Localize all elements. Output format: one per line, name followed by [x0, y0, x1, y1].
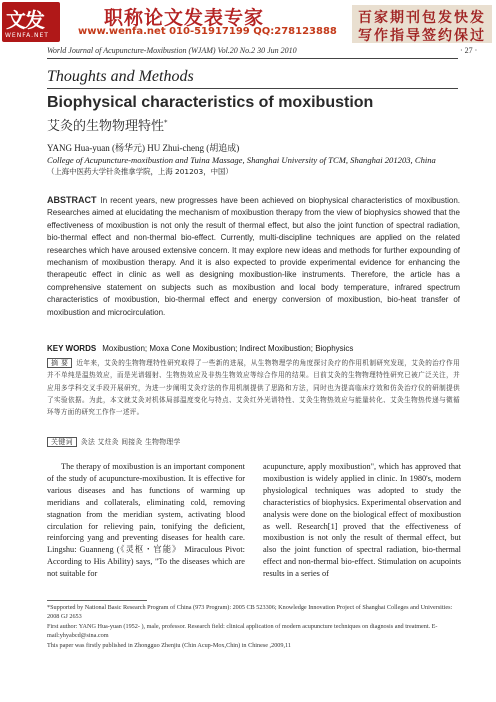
- keywords: [47, 343, 460, 355]
- abstract-zh-label: 摘 要: [47, 358, 72, 368]
- slogan-line-1: 百家期刊包发快发: [358, 10, 486, 26]
- footnotes: [47, 603, 462, 651]
- abstract-zh: [47, 357, 460, 418]
- keywords-text: Moxibustion; Moxa Cone Moxibustion; Indirect Moxibustion; Biophysics: [102, 344, 354, 353]
- body-paragraph: The therapy of moxibustion is an important component of the study of acupuncture-moxibustion. It is effective for various diseases and has functions of warming up meridians and collaterals, eliminating cold, removing stagnation from the meridian system, activating blood circulation for relieving pain, tonifying the deficient, reinforcing yang and preventing diseases for health care. Lingshu: Guanneng (《灵枢・官能》 Miraculous Pivot: According to His Ability) says, "To the diseases which are not suitable for: [47, 462, 245, 579]
- abstract-text: In recent years, new progresses have been achieved on biophysical characteristics of moxibustion. Researches aimed at elucidating the mechanism of moxibustion therapy from the view of biophysics showed that the effectiveness of moxibustion is not only the result of thermal effect, but also the joint function of spectral radiation, bio-thermal effect and non-thermal bio-effect. Currently, multi-discipline techniques are applied on the related researches which have aroused extensive concern. It may explore new ideas and methods for further expounding of mechanism of moxibustion therapy. And it is also expected to provide experimental evidence for enhancing the therapeutic effect in clinic as well as designing moxibustion-like instruments. Therefore, the article has a comprehensive statement on subjects such as moxibustion and local body temperature, infrared spectrum characteristics of moxibustion, bio-thermal effect and energy conversion of moxibustion, bio-heat transfer of moxibustion and microcirculation.: [47, 196, 460, 317]
- keywords-label: KEY WORDS: [47, 344, 97, 353]
- body-column-left: [47, 461, 245, 580]
- footnote-source: This paper was firstly published in Zhongguo Zhenjiu (Chin Acup-Mox,Chin) in Chinese ,2009,11: [47, 642, 291, 649]
- abstract: [47, 194, 460, 319]
- keywords-zh: [47, 436, 460, 447]
- keywords-zh-text: 灸法 艾炷灸 间接灸 生物物理学: [80, 438, 181, 446]
- site-logo[interactable]: [2, 2, 60, 42]
- article-title-zh: [47, 115, 168, 134]
- section-heading: Thoughts and Methods: [47, 68, 194, 85]
- article-title-en: Biophysical characteristics of moxibustion: [47, 94, 374, 111]
- header-banner: [0, 0, 496, 46]
- logo-subtext: WENFA.NET: [5, 32, 49, 39]
- abstract-label: ABSTRACT: [47, 195, 97, 205]
- footnote-funding: *Supported by National Basic Research Program of China (973 Program): 2005 CB 523306; Knowledge Innovation Project of Shanghai Colleges and Universities: 2008 GJ 2653: [47, 604, 453, 620]
- body-paragraph: acupuncture, apply moxibustion", which has approved that moxibustion is widely applied in clinic. In 1980's, modern physiological techniques was adopted to study the characteristics of biophysics. Experimental observation and analysis were done on the biological effect of moxibustion as well. Research[1] proved that the effectiveness of moxibustion is not only the result of thermal effect, but also the joint function of spectral radiation, bio-thermal effect and non-thermal bio-effect. Stimulation on acupoints results in a series of: [263, 462, 461, 579]
- affiliation: [47, 154, 462, 178]
- section-rule: [47, 88, 458, 89]
- body-column-right: [263, 461, 461, 580]
- logo-text: 文发: [6, 8, 44, 32]
- slogan-line-2: 写作指导签约保过: [358, 28, 486, 44]
- abstract-zh-text: 近年来，艾灸的生物物理特性研究取得了一些新的进展，从生物物理学的角度探讨灸疗的作用机制研究发现，艾灸的治疗作用并不单纯是温热效应，而是光谱辐射、生物热效应及非热生物效应等综合作用的结果。目前艾灸的生物物理特性研究已被广泛关注，并应用多学科交叉手段开展研究，为进一步阐明艾灸疗法的作用机制提供了思路和方法，同时也为提高临床疗效和仿灸治疗仪的研制提供了实验依据。为此，本文就艾灸对机体局部温度变化与特点、艾灸红外光谱特性、艾灸生物热效应与能量转化、艾灸生物热传递与微循环等方面的研究工作作一述评。: [47, 359, 460, 417]
- header-rule: [47, 58, 458, 59]
- authors: YANG Hua-yuan (杨华元) HU Zhui-cheng (胡追成): [47, 143, 240, 153]
- page-number: · 27 ·: [460, 46, 478, 55]
- keywords-zh-label: 关键词: [47, 437, 77, 447]
- affiliation-en: College of Acupuncture-moxibustion and Tuina Massage, Shanghai University of TCM, Shanghai 201203, China: [47, 155, 436, 165]
- title-footnote-mark: *: [164, 118, 168, 127]
- banner-slogan-box: [352, 5, 492, 43]
- affiliation-zh: （上海中医药大学针灸推拿学院，上海 201203，中国）: [47, 167, 233, 176]
- banner-title: 职称论文发表专家: [104, 7, 265, 29]
- title-zh-text: 艾灸的生物物理特性: [47, 119, 165, 134]
- banner-contact[interactable]: www.wenfa.net 010-51917199 QQ:278123888: [78, 26, 337, 37]
- journal-header: World Journal of Acupuncture-Moxibustion (WJAM) Vol.20 No.2 30 Jun 2010: [47, 46, 297, 55]
- footnote-author: First author: YANG Hua-yuan (1952- ), male, professor. Research field: clinical application of modern acupuncture techniques on diagnosis and treatment. E-mail:yhyabcd@sina.com: [47, 623, 438, 639]
- footnote-rule: [47, 600, 147, 601]
